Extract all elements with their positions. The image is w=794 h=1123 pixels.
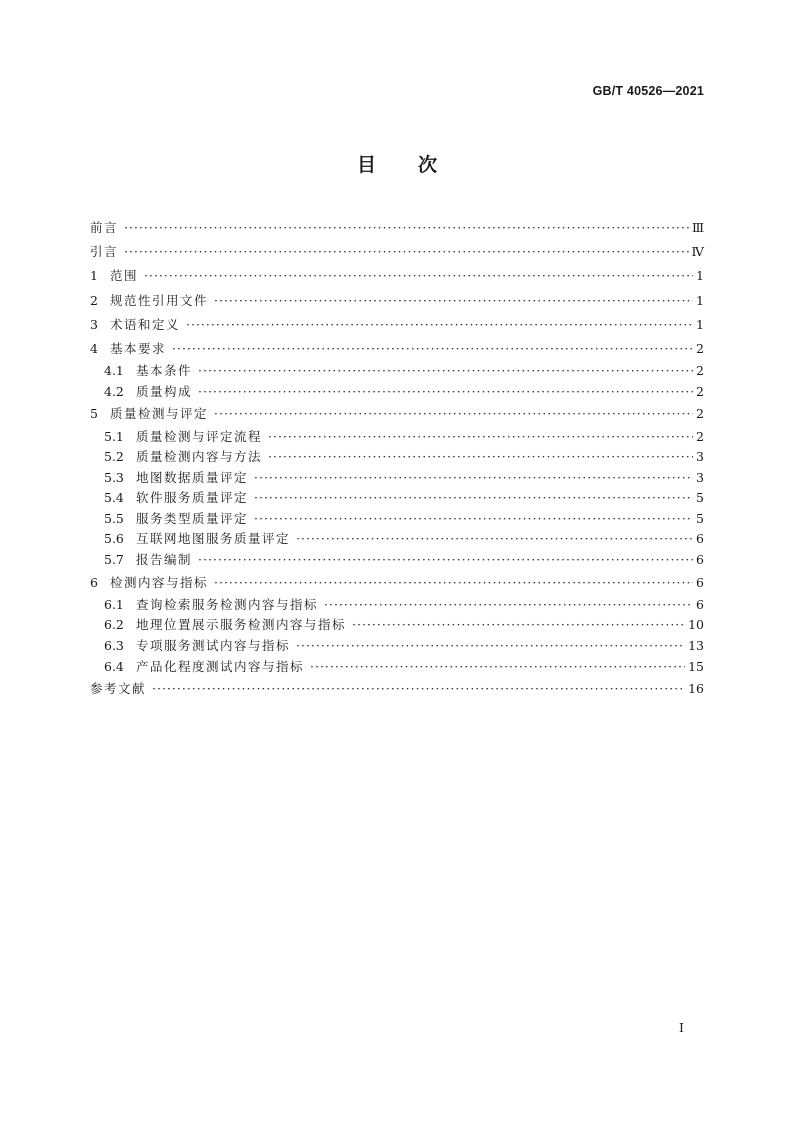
- toc-dot-leader: [152, 677, 685, 701]
- toc-dot-leader: [352, 615, 685, 636]
- toc-dot-leader: [172, 337, 693, 361]
- table-of-contents: [90, 216, 704, 701]
- toc-entry-page: 10: [688, 617, 704, 633]
- page-number: I: [679, 1020, 684, 1035]
- toc-entry-number: 5.4: [104, 490, 124, 506]
- toc-entry-number: 6.3: [104, 638, 124, 654]
- toc-entry-page: 2: [696, 383, 704, 399]
- toc-entry[interactable]: [90, 337, 704, 361]
- toc-dot-leader: [186, 313, 693, 337]
- toc-entry-page: Ⅲ: [691, 220, 704, 235]
- toc-entry-number: 5.3: [104, 469, 124, 485]
- toc-entry[interactable]: [90, 509, 704, 530]
- toc-entry-number: 5: [90, 406, 98, 422]
- toc-entry[interactable]: [90, 571, 704, 595]
- toc-entry[interactable]: [90, 240, 704, 264]
- toc-entry-number: 5.7: [104, 552, 124, 568]
- toc-dot-leader: [296, 636, 685, 657]
- toc-entry[interactable]: [90, 313, 704, 337]
- page-title: 目次: [356, 154, 479, 176]
- toc-entry-number: 3: [90, 316, 98, 332]
- toc-entry-label: 范围: [110, 268, 139, 284]
- toc-entry-label: 服务类型质量评定: [136, 510, 249, 526]
- toc-entry-number: 5.2: [104, 449, 124, 465]
- toc-entry-label: 质量检测内容与方法: [136, 449, 263, 465]
- toc-entry-page: 2: [696, 340, 704, 356]
- toc-entry[interactable]: [90, 264, 704, 288]
- toc-entry-number: 5.5: [104, 510, 124, 526]
- toc-entry[interactable]: [90, 468, 704, 489]
- toc-dot-leader: [254, 468, 693, 489]
- toc-entry[interactable]: [90, 636, 704, 657]
- toc-dot-leader: [214, 402, 693, 426]
- toc-dot-leader: [254, 509, 693, 530]
- toc-entry-page: 15: [688, 658, 704, 674]
- toc-entry-label: 地理位置展示服务检测内容与指标: [136, 617, 347, 633]
- toc-entry-number: 5.6: [104, 531, 124, 547]
- toc-dot-leader: [268, 427, 693, 448]
- toc-entry-label: 质量构成: [136, 383, 193, 399]
- toc-entry-number: 4.1: [104, 363, 124, 379]
- toc-entry[interactable]: [90, 427, 704, 448]
- toc-entry-label: 专项服务测试内容与指标: [136, 638, 291, 654]
- toc-entry-page: Ⅳ: [691, 244, 704, 260]
- toc-entry[interactable]: [90, 402, 704, 426]
- toc-entry-page: 6: [696, 596, 704, 612]
- toc-entry[interactable]: [90, 529, 704, 550]
- toc-entry-number: 4.2: [104, 383, 124, 399]
- toc-dot-leader: [214, 289, 693, 313]
- toc-entry[interactable]: [90, 488, 704, 509]
- toc-dot-leader: [268, 447, 693, 468]
- toc-entry-label: 规范性引用文件: [110, 292, 209, 308]
- toc-entry-number: 4: [90, 340, 98, 356]
- toc-entry[interactable]: [90, 382, 704, 403]
- toc-entry-number: 2: [90, 292, 98, 308]
- toc-entry-number: 6: [90, 574, 98, 590]
- toc-entry-page: 2: [696, 428, 704, 444]
- toc-entry-number: 5.1: [104, 428, 124, 444]
- toc-entry-label: 术语和定义: [110, 316, 181, 332]
- toc-entry-label: 质量检测与评定: [110, 406, 209, 422]
- toc-entry[interactable]: [90, 677, 704, 701]
- toc-dot-leader: [214, 571, 693, 595]
- toc-entry-label: 软件服务质量评定: [136, 490, 249, 506]
- toc-entry-number: 6.2: [104, 617, 124, 633]
- toc-entry-page: 3: [696, 449, 704, 465]
- toc-entry-label: 报告编制: [136, 552, 193, 568]
- toc-entry-page: 1: [696, 292, 704, 308]
- toc-entry-label: 质量检测与评定流程: [136, 428, 263, 444]
- toc-entry-label: 检测内容与指标: [110, 574, 209, 590]
- toc-entry-label: 基本要求: [110, 340, 167, 356]
- toc-dot-leader: [198, 550, 693, 571]
- toc-entry-label: 产品化程度测试内容与指标: [136, 658, 305, 674]
- toc-entry-label: 引言: [90, 244, 119, 260]
- toc-entry[interactable]: [90, 550, 704, 571]
- toc-dot-leader: [324, 595, 693, 616]
- toc-entry-page: 6: [696, 574, 704, 590]
- toc-entry[interactable]: [90, 361, 704, 382]
- toc-entry-label: 基本条件: [136, 363, 193, 379]
- toc-dot-leader: [310, 657, 685, 678]
- toc-entry-page: 5: [696, 490, 704, 506]
- toc-entry[interactable]: [90, 216, 704, 240]
- toc-entry-label: 互联网地图服务质量评定: [136, 531, 291, 547]
- toc-dot-leader: [144, 264, 693, 288]
- toc-entry-page: 3: [696, 469, 704, 485]
- toc-entry-number: 6.4: [104, 658, 124, 674]
- toc-dot-leader: [124, 216, 689, 240]
- toc-entry-page: 6: [696, 531, 704, 547]
- standard-code: GB/T 40526—2021: [592, 84, 704, 98]
- toc-entry-page: 5: [696, 510, 704, 526]
- toc-dot-leader: [296, 529, 693, 550]
- toc-entry-page: 1: [696, 268, 704, 284]
- toc-dot-leader: [124, 240, 688, 264]
- toc-entry-page: 2: [696, 406, 704, 422]
- toc-entry-label: 参考文献: [90, 681, 147, 697]
- toc-entry-page: 2: [696, 363, 704, 379]
- toc-entry[interactable]: [90, 595, 704, 616]
- toc-entry-label: 前言: [90, 220, 119, 235]
- toc-entry[interactable]: [90, 289, 704, 313]
- toc-entry-page: 16: [688, 681, 704, 697]
- toc-entry-label: 地图数据质量评定: [136, 469, 249, 485]
- toc-dot-leader: [254, 488, 693, 509]
- toc-entry[interactable]: [90, 657, 704, 678]
- toc-entry-page: 13: [688, 638, 704, 654]
- toc-entry-number: 1: [90, 268, 98, 284]
- toc-entry-label: 查询检索服务检测内容与指标: [136, 596, 319, 612]
- toc-entry-number: 6.1: [104, 596, 124, 612]
- toc-entry[interactable]: [90, 615, 704, 636]
- toc-entry-page: 6: [696, 552, 704, 568]
- toc-dot-leader: [198, 382, 693, 403]
- toc-entry[interactable]: [90, 447, 704, 468]
- toc-entry-page: 1: [696, 316, 704, 332]
- toc-dot-leader: [198, 361, 693, 382]
